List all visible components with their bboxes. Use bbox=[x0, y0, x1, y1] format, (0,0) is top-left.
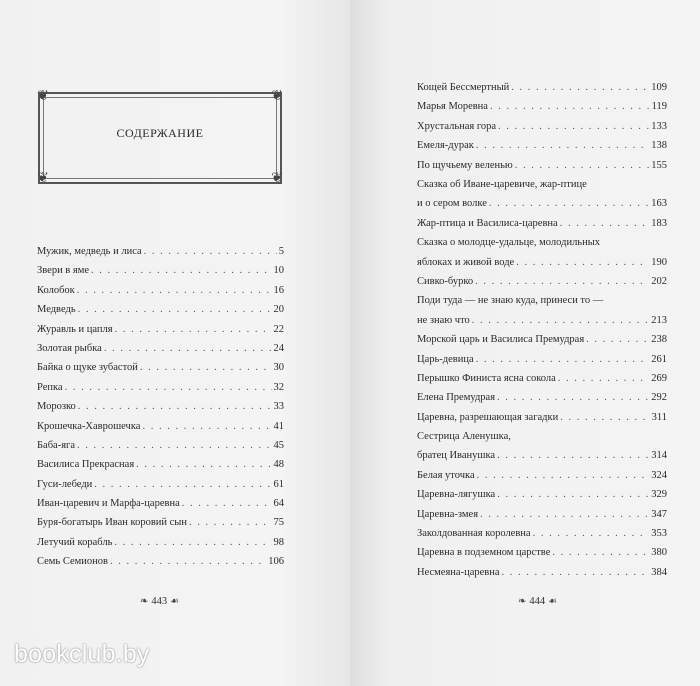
toc-entry-page: 106 bbox=[268, 556, 284, 568]
toc-entry-title: Белая уточка bbox=[417, 469, 475, 481]
leader-dots bbox=[78, 401, 272, 412]
toc-entry bbox=[417, 334, 667, 353]
toc-entry-title: Емеля-дурак bbox=[417, 140, 474, 152]
toc-entry-page: 48 bbox=[273, 459, 284, 471]
toc-entry bbox=[417, 354, 667, 373]
toc-entry-title: По щучьему веленью bbox=[417, 159, 513, 171]
toc-entry bbox=[417, 276, 667, 295]
toc-entry bbox=[37, 324, 284, 343]
toc-entry bbox=[417, 160, 667, 179]
toc-list-left bbox=[37, 246, 284, 576]
toc-entry-page: 32 bbox=[273, 381, 284, 393]
leader-dots bbox=[489, 198, 649, 209]
leader-dots bbox=[490, 101, 650, 112]
toc-entry-page: 238 bbox=[651, 334, 667, 346]
toc-entry-page: 380 bbox=[651, 547, 667, 559]
toc-entry-page: 133 bbox=[651, 120, 667, 132]
toc-entry-title: Царевна-змея bbox=[417, 508, 479, 520]
toc-entry bbox=[37, 440, 284, 459]
leader-dots bbox=[78, 304, 272, 315]
toc-entry-title: Медведь bbox=[37, 304, 76, 316]
watermark-logo: bookclub.by bbox=[14, 640, 150, 668]
toc-entry-title: Царевна-лягушка bbox=[417, 489, 496, 501]
leader-dots bbox=[497, 450, 649, 461]
toc-entry-page: 138 bbox=[651, 140, 667, 152]
toc-entry-page: 109 bbox=[651, 82, 667, 93]
toc-entry-title: Летучий корабль bbox=[37, 536, 113, 548]
toc-entry-page: 311 bbox=[651, 411, 667, 423]
toc-entry-title: Буря-богатырь Иван коровий сын bbox=[37, 517, 187, 529]
toc-entry-title: Баба-яга bbox=[37, 439, 75, 451]
leader-dots bbox=[110, 556, 266, 567]
leader-dots bbox=[480, 509, 649, 520]
toc-entry bbox=[417, 392, 667, 411]
toc-entry bbox=[37, 304, 284, 323]
toc-entry-page: 22 bbox=[273, 323, 284, 335]
leader-dots bbox=[497, 489, 649, 500]
toc-entry-title: Мужик, медведь и лиса bbox=[37, 246, 142, 257]
toc-entry-page: 261 bbox=[651, 353, 667, 365]
toc-entry bbox=[417, 373, 667, 392]
toc-entry-page: 30 bbox=[273, 362, 284, 374]
toc-entry-page: 314 bbox=[651, 450, 667, 462]
toc-entry bbox=[37, 246, 284, 265]
toc-entry bbox=[37, 362, 284, 381]
toc-entry-title: Жар-птица и Василиса-царевна bbox=[417, 217, 558, 229]
toc-entry bbox=[417, 509, 667, 528]
leader-dots bbox=[142, 421, 271, 432]
toc-entry-title: и о сером волке bbox=[417, 198, 487, 210]
leader-dots bbox=[136, 459, 271, 470]
toc-entry-page: 64 bbox=[273, 498, 284, 510]
folio-ornament-icon: ❧ bbox=[518, 596, 527, 607]
toc-entry-title-line: Сказка о молодце-удальце, молодильных bbox=[417, 237, 601, 249]
toc-entry-page: 5 bbox=[278, 246, 284, 257]
toc-entry-page: 384 bbox=[651, 566, 667, 578]
leader-dots bbox=[475, 276, 649, 287]
leader-dots bbox=[502, 567, 650, 578]
toc-entry bbox=[417, 121, 667, 140]
leader-dots bbox=[516, 257, 649, 268]
toc-entry-page: 10 bbox=[273, 265, 284, 277]
toc-entry bbox=[37, 537, 284, 556]
leader-dots bbox=[552, 547, 649, 558]
leader-dots bbox=[498, 121, 649, 132]
leader-dots bbox=[104, 343, 272, 354]
toc-entry bbox=[417, 489, 667, 508]
toc-entry-page: 33 bbox=[273, 401, 284, 413]
toc-entry bbox=[417, 528, 667, 547]
toc-entry bbox=[417, 412, 667, 431]
toc-entry-page: 163 bbox=[651, 198, 667, 210]
toc-entry-page: 329 bbox=[651, 489, 667, 501]
leader-dots bbox=[114, 537, 271, 548]
folio-ornament-icon: ❧ bbox=[140, 596, 149, 607]
toc-entry-page: 61 bbox=[273, 478, 284, 490]
toc-entry-page: 24 bbox=[273, 342, 284, 354]
toc-entry-title: Царевна в подземном царстве bbox=[417, 547, 551, 559]
folio-ornament-icon: ☙ bbox=[170, 596, 180, 607]
leader-dots bbox=[91, 265, 271, 276]
toc-entry bbox=[417, 295, 667, 334]
leader-dots bbox=[65, 382, 272, 393]
toc-entry-title: Крошечка-Хаврошечка bbox=[37, 420, 141, 432]
toc-entry-title: Журавль и цапля bbox=[37, 323, 113, 335]
toc-entry bbox=[417, 547, 667, 566]
toc-entry-title: Иван-царевич и Марфа-царевна bbox=[37, 498, 180, 510]
toc-entry bbox=[37, 343, 284, 362]
leader-dots bbox=[115, 324, 272, 335]
leader-dots bbox=[533, 528, 650, 539]
toc-entry-page: 155 bbox=[651, 159, 667, 171]
toc-entry bbox=[37, 459, 284, 478]
toc-entry-page: 292 bbox=[651, 392, 667, 404]
toc-entry bbox=[37, 265, 284, 284]
toc-entry bbox=[417, 101, 667, 120]
toc-entry-title: Елена Премудрая bbox=[417, 392, 496, 404]
toc-entry-page: 75 bbox=[273, 517, 284, 529]
leader-dots bbox=[586, 334, 649, 345]
toc-entry-title-line: Сестрица Аленушка, bbox=[417, 431, 511, 443]
toc-entry-title: братец Иванушка bbox=[417, 450, 496, 462]
toc-entry-title-line: Сказка об Иване-царевиче, жар-птице bbox=[417, 178, 587, 190]
toc-entry bbox=[417, 179, 667, 218]
toc-entry-page: 41 bbox=[273, 420, 284, 432]
toc-entry-title: Сивко-бурко bbox=[417, 275, 474, 287]
toc-entry-title: Морской царь и Василиса Премудрая bbox=[417, 334, 585, 346]
leader-dots bbox=[94, 479, 271, 490]
toc-entry-title: Марья Моревна bbox=[417, 101, 488, 113]
toc-entry bbox=[417, 237, 667, 276]
toc-entry-page: 269 bbox=[651, 372, 667, 384]
leader-dots bbox=[511, 82, 649, 93]
toc-entry-title: Золотая рыбка bbox=[37, 342, 102, 354]
toc-entry-page: 202 bbox=[651, 275, 667, 287]
ornament-corner-icon: ❦ bbox=[37, 89, 49, 104]
toc-entry bbox=[417, 82, 667, 101]
toc-entry bbox=[417, 431, 667, 470]
page-number-left: ❧ 443 ☙ bbox=[140, 596, 180, 607]
leader-dots bbox=[476, 140, 649, 151]
toc-entry bbox=[417, 567, 667, 586]
toc-entry bbox=[417, 470, 667, 489]
toc-entry-page: 347 bbox=[651, 508, 667, 520]
toc-list-right bbox=[417, 82, 667, 586]
toc-entry-title: Царевна, разрешающая загадки bbox=[417, 411, 559, 423]
toc-entry-page: 45 bbox=[273, 439, 284, 451]
toc-entry bbox=[37, 517, 284, 536]
toc-entry bbox=[37, 285, 284, 304]
toc-entry bbox=[37, 556, 284, 575]
ornament-corner-icon: ❦ bbox=[271, 89, 283, 104]
heading-frame bbox=[37, 89, 283, 186]
leader-dots bbox=[476, 354, 650, 365]
leader-dots bbox=[477, 470, 650, 481]
toc-entry-title: Колобок bbox=[37, 284, 75, 296]
toc-entry-title: Василиса Прекрасная bbox=[37, 459, 135, 471]
toc-entry-title: Семь Семионов bbox=[37, 556, 108, 568]
leader-dots bbox=[560, 218, 650, 229]
toc-entry-title: Кощей Бессмертный bbox=[417, 82, 510, 93]
toc-entry-title-line: Поди туда — не знаю куда, принеси то — bbox=[417, 295, 604, 307]
toc-entry bbox=[37, 421, 284, 440]
toc-entry-title: Байка о щуке зубастой bbox=[37, 362, 138, 374]
leader-dots bbox=[560, 412, 649, 423]
leader-dots bbox=[77, 440, 272, 451]
toc-entry-title: Хрустальная гора bbox=[417, 120, 497, 132]
toc-entry-title: Репка bbox=[37, 381, 63, 393]
toc-entry-title: яблоках и живой воде bbox=[417, 256, 515, 268]
leader-dots bbox=[497, 392, 649, 403]
toc-entry-page: 98 bbox=[273, 536, 284, 548]
toc-entry-page: 20 bbox=[273, 304, 284, 316]
leader-dots bbox=[77, 285, 272, 296]
page-number-right: ❧ 444 ☙ bbox=[518, 596, 558, 607]
toc-entry-page: 16 bbox=[273, 284, 284, 296]
toc-entry bbox=[37, 479, 284, 498]
toc-entry-page: 119 bbox=[651, 101, 667, 113]
ornament-corner-icon: ❦ bbox=[37, 171, 49, 186]
leader-dots bbox=[189, 517, 272, 528]
toc-entry bbox=[417, 218, 667, 237]
toc-entry-title: Царь-девица bbox=[417, 353, 474, 365]
ornament-corner-icon: ❦ bbox=[271, 171, 283, 186]
toc-entry bbox=[417, 140, 667, 159]
toc-entry-title: Гуси-лебеди bbox=[37, 478, 93, 490]
toc-entry-title: Заколдованная королевна bbox=[417, 528, 531, 540]
toc-entry bbox=[37, 401, 284, 420]
leader-dots bbox=[182, 498, 272, 509]
leader-dots bbox=[144, 246, 277, 257]
toc-entry-page: 324 bbox=[651, 469, 667, 481]
leader-dots bbox=[558, 373, 649, 384]
toc-entry-page: 213 bbox=[651, 314, 667, 326]
toc-entry-title: Перышко Финиста ясна сокола bbox=[417, 372, 556, 384]
toc-entry bbox=[37, 382, 284, 401]
toc-entry-title: Звери в яме bbox=[37, 265, 90, 277]
toc-entry-page: 190 bbox=[651, 256, 667, 268]
leader-dots bbox=[472, 315, 649, 326]
leader-dots bbox=[140, 362, 272, 373]
leader-dots bbox=[515, 160, 649, 171]
folio-ornament-icon: ☙ bbox=[548, 596, 558, 607]
toc-entry bbox=[37, 498, 284, 517]
toc-entry-title: Несмеяна-царевна bbox=[417, 566, 500, 578]
contents-heading: СОДЕРЖАНИЕ bbox=[116, 126, 204, 140]
toc-entry-title: не знаю что bbox=[417, 314, 470, 326]
toc-entry-page: 183 bbox=[651, 217, 667, 229]
toc-entry-title: Морозко bbox=[37, 401, 76, 413]
toc-entry-page: 353 bbox=[651, 528, 667, 540]
